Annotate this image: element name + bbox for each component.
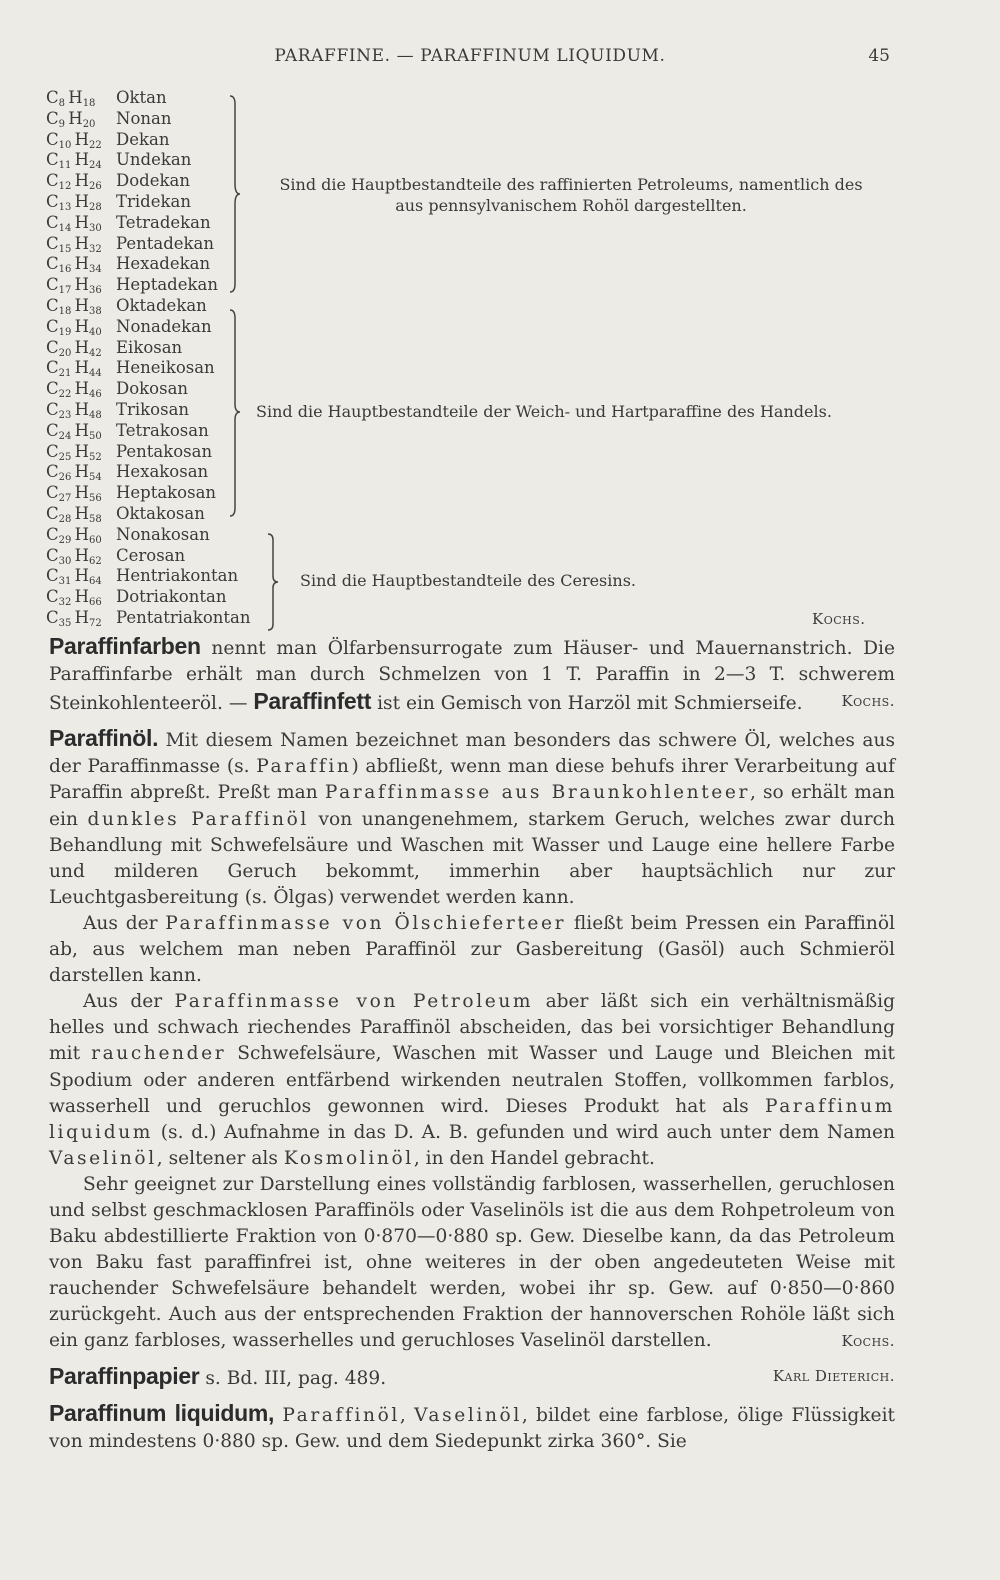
compound-row	[46, 462, 306, 483]
group-note-ceresin: Sind die Hauptbestandteile des Ceresins.	[300, 571, 636, 590]
compound-name: Cerosan	[116, 545, 186, 565]
compound-name: Oktan	[116, 88, 167, 107]
compound-formula: $C_{29}$ $H_{60}$	[46, 524, 102, 546]
compound-row	[46, 358, 306, 379]
compound-formula: $C_9$ $H_{20}$	[46, 108, 96, 130]
compound-row	[46, 296, 306, 317]
keyword-paraffinpapier: Paraffinpapier	[49, 1362, 200, 1389]
compound-formula: $C_{24}$ $H_{50}$	[46, 420, 102, 442]
compound-row	[46, 275, 306, 296]
paragraph-paraffinoel-1: Paraffinöl. Mit diesem Namen bezeichnet man besonders das schwere Öl, welches aus der Paraffinmasse (s. Paraffin) abfließt, wenn man diese behufs ihrer Verarbeitung auf Paraffin abpreßt. Preßt man Paraffinmasse aus Braunkohlenteer, so erhält man ein dunkles Paraffinöl von unangenehmem, starkem Geruch, welches zwar durch Behandlung mit Schwefelsäure und Waschen mit Wasser und Lauge eine hellere Farbe und milderen Geruch bekommt, immerhin aber hauptsächlich nur zur Leuchtgasbereitung (s. Ölgas) verwendet werden kann.	[49, 725, 895, 908]
brace-paraffin	[228, 308, 242, 518]
signature-kochs-1: Kochs.	[812, 610, 866, 628]
compound-formula: $C_{14}$ $H_{30}$	[46, 212, 102, 234]
compound-name: Trikosan	[116, 399, 190, 419]
compound-name: Heneikosan	[116, 358, 215, 378]
compound-formula: $C_{10}$ $H_{22}$	[46, 129, 102, 151]
compound-formula: $C_{27}$ $H_{56}$	[46, 483, 102, 505]
compound-formula: $C_{21}$ $H_{44}$	[46, 358, 102, 380]
compound-name: Pentakosan	[116, 441, 213, 461]
compound-row	[46, 504, 306, 525]
page-number: 45	[868, 46, 890, 66]
paragraph-paraffinoel-3: Aus der Paraffinmasse von Petroleum aber läßt sich ein verhältnismäßig helles und schwach riechendes Paraffinöl abscheiden, das bei vorsichtiger Behandlung mit rauchender Schwefelsäure, Waschen mit Wasser und Lauge und Bleichen mit Spodium oder anderen entfärbend wirkenden neutralen Stoffen, vollkommen farblos, wasserhell und geruchlos gewonnen wird. Dieses Produkt hat als Paraffinum liquidum (s. d.) Aufnahme in das D. A. B. gefunden und wird auch unter dem Namen Vaselinöl, seltener als Kosmolinöl, in den Handel gebracht.	[49, 991, 896, 1169]
compound-name: Nonakosan	[116, 524, 210, 544]
compound-row	[46, 379, 306, 400]
brace-petroleum	[228, 94, 242, 294]
compound-formula: $C_{15}$ $H_{32}$	[46, 233, 102, 255]
compound-name: Dotriakontan	[116, 587, 227, 607]
compound-row	[46, 483, 306, 504]
compound-name: Tridekan	[116, 191, 191, 211]
compound-row	[46, 88, 306, 109]
keyword-paraffinfarben: Paraffinfarben	[49, 633, 201, 659]
keyword-paraffinfett: Paraffinfett	[253, 688, 372, 715]
compound-row	[46, 421, 306, 442]
compound-formula: $C_{23}$ $H_{48}$	[46, 399, 102, 421]
compound-name: Dodekan	[116, 171, 190, 191]
compound-row	[46, 109, 306, 130]
compound-name: Heptakosan	[116, 483, 217, 503]
compound-formula: $C_8$ $H_{18}$	[46, 88, 96, 109]
running-title: PARAFFINE. — PARAFFINUM LIQUIDUM.	[274, 46, 666, 66]
signature-kochs-3: Kochs.	[841, 1332, 895, 1351]
compound-name: Nonadekan	[116, 316, 212, 336]
compound-formula: $C_{32}$ $H_{66}$	[46, 587, 102, 609]
compound-formula: $C_{11}$ $H_{24}$	[46, 150, 102, 172]
compound-formula: $C_{26}$ $H_{54}$	[46, 462, 102, 484]
compound-name: Undekan	[116, 150, 192, 170]
paragraph-paraffinfarben: Paraffinfarben nennt man Ölfarbensurrogate zum Häuser- und Mauernanstrich. Die Paraffinfarbe erhält man durch Schmelzen von 1 T. Paraffin in 2—3 T. schwerem Steinkohlenteeröl. — Paraffinfett ist ein Gemisch von Harzöl mit Schmierseife. Kochs.	[49, 633, 895, 715]
compound-name: Pentadekan	[116, 233, 215, 253]
compound-name: Tetradekan	[116, 212, 211, 232]
compound-formula: $C_{25}$ $H_{52}$	[46, 441, 102, 463]
group-note-paraffin: Sind die Hauptbestandteile der Weich- und Hartparaffine des Handels.	[256, 402, 832, 421]
compound-name: Eikosan	[116, 337, 183, 357]
compound-formula: $C_{16}$ $H_{34}$	[46, 254, 102, 276]
paragraph-paraffinpapier: Paraffinpapier s. Bd. III, pag. 489. Karl Dieterich.	[49, 1362, 895, 1389]
compound-row	[46, 234, 306, 255]
compound-name: Hentriakontan	[116, 566, 239, 586]
paragraph-paraffinoel-2: Aus der Paraffinmasse von Ölschieferteer fließt beim Pressen ein Paraffinöl ab, aus welchem man neben Paraffinöl zur Gasbereitung (Gasöl) auch Schmieröl darstellen kann.	[49, 912, 895, 987]
group-note-petroleum-line2: aus pennsylvanischem Rohöl dargestellten.	[395, 196, 747, 215]
compound-row	[46, 254, 306, 275]
keyword-paraffinoel: Paraffinöl.	[49, 725, 159, 752]
compound-name: Hexadekan	[116, 254, 211, 274]
compound-name: Oktadekan	[116, 295, 207, 315]
compound-formula: $C_{28}$ $H_{58}$	[46, 503, 102, 525]
compound-formula: $C_{22}$ $H_{46}$	[46, 379, 102, 401]
compound-name: Tetrakosan	[116, 420, 209, 440]
compound-row	[46, 338, 306, 359]
compound-row	[46, 130, 306, 151]
compound-formula: $C_{18}$ $H_{38}$	[46, 295, 102, 317]
compound-formula: $C_{19}$ $H_{40}$	[46, 316, 102, 338]
compound-name: Pentatriakontan	[116, 607, 251, 627]
signature-kochs-2: Kochs.	[841, 692, 895, 711]
compound-formula: $C_{12}$ $H_{26}$	[46, 171, 102, 193]
group-note-petroleum	[256, 174, 886, 216]
compound-name: Oktakosan	[116, 503, 205, 523]
compound-row	[46, 442, 306, 463]
running-header	[50, 46, 890, 74]
compound-formula: $C_{17}$ $H_{36}$	[46, 275, 102, 297]
article-body	[49, 633, 895, 1455]
compound-formula: $C_{20}$ $H_{42}$	[46, 337, 102, 359]
compound-formula: $C_{35}$ $H_{72}$	[46, 607, 102, 629]
brace-ceresin	[266, 532, 280, 632]
paragraph-paraffinoel-4: Sehr geeignet zur Darstellung eines vollständig farblosen, wasserhellen, geruchlosen und selbst geschmacklosen Paraffinöls oder Vaselinöls ist die aus dem Rohpetroleum von Baku abdestillierte Fraktion von 0·870—0·880 sp. Gew. Dieselbe kann, da das Petroleum von Baku fast paraffinfrei ist, ohne weiteres in der oben angedeuteten Weise mit rauchender Schwefelsäure behandelt werden, wobei ihr sp. Gew. auf 0·850—0·860 zurückgeht. Auch aus der entsprechenden Fraktion der hannoverschen Rohöle läßt sich ein ganz farbloses, wasserhelles und geruchloses Vaselinöl darstellen. Kochs.	[49, 1172, 895, 1355]
compound-name: Heptadekan	[116, 275, 218, 295]
signature-dieterich: Karl Dieterich.	[772, 1366, 895, 1385]
compound-row	[46, 150, 306, 171]
compound-name: Nonan	[116, 108, 172, 128]
compound-formula: $C_{30}$ $H_{62}$	[46, 545, 102, 567]
compound-formula: $C_{13}$ $H_{28}$	[46, 191, 102, 213]
compound-name: Dokosan	[116, 379, 189, 399]
compound-name: Dekan	[116, 129, 170, 149]
compound-name: Hexakosan	[116, 462, 209, 482]
compound-formula: $C_{31}$ $H_{64}$	[46, 566, 102, 588]
paragraph-paraffinum-liquidum: Paraffinum liquidum, Paraffinöl, Vaselinöl, bildet eine farblose, ölige Flüssigkeit von mindestens 0·880 sp. Gew. und dem Siedepunkt zirka 360°. Sie	[49, 1399, 895, 1452]
keyword-paraffinum-liquidum: Paraffinum liquidum,	[49, 1399, 275, 1426]
compound-row	[46, 317, 306, 338]
group-note-petroleum-line1: Sind die Hauptbestandteile des raffinierten Petroleums, namentlich des	[279, 175, 863, 194]
